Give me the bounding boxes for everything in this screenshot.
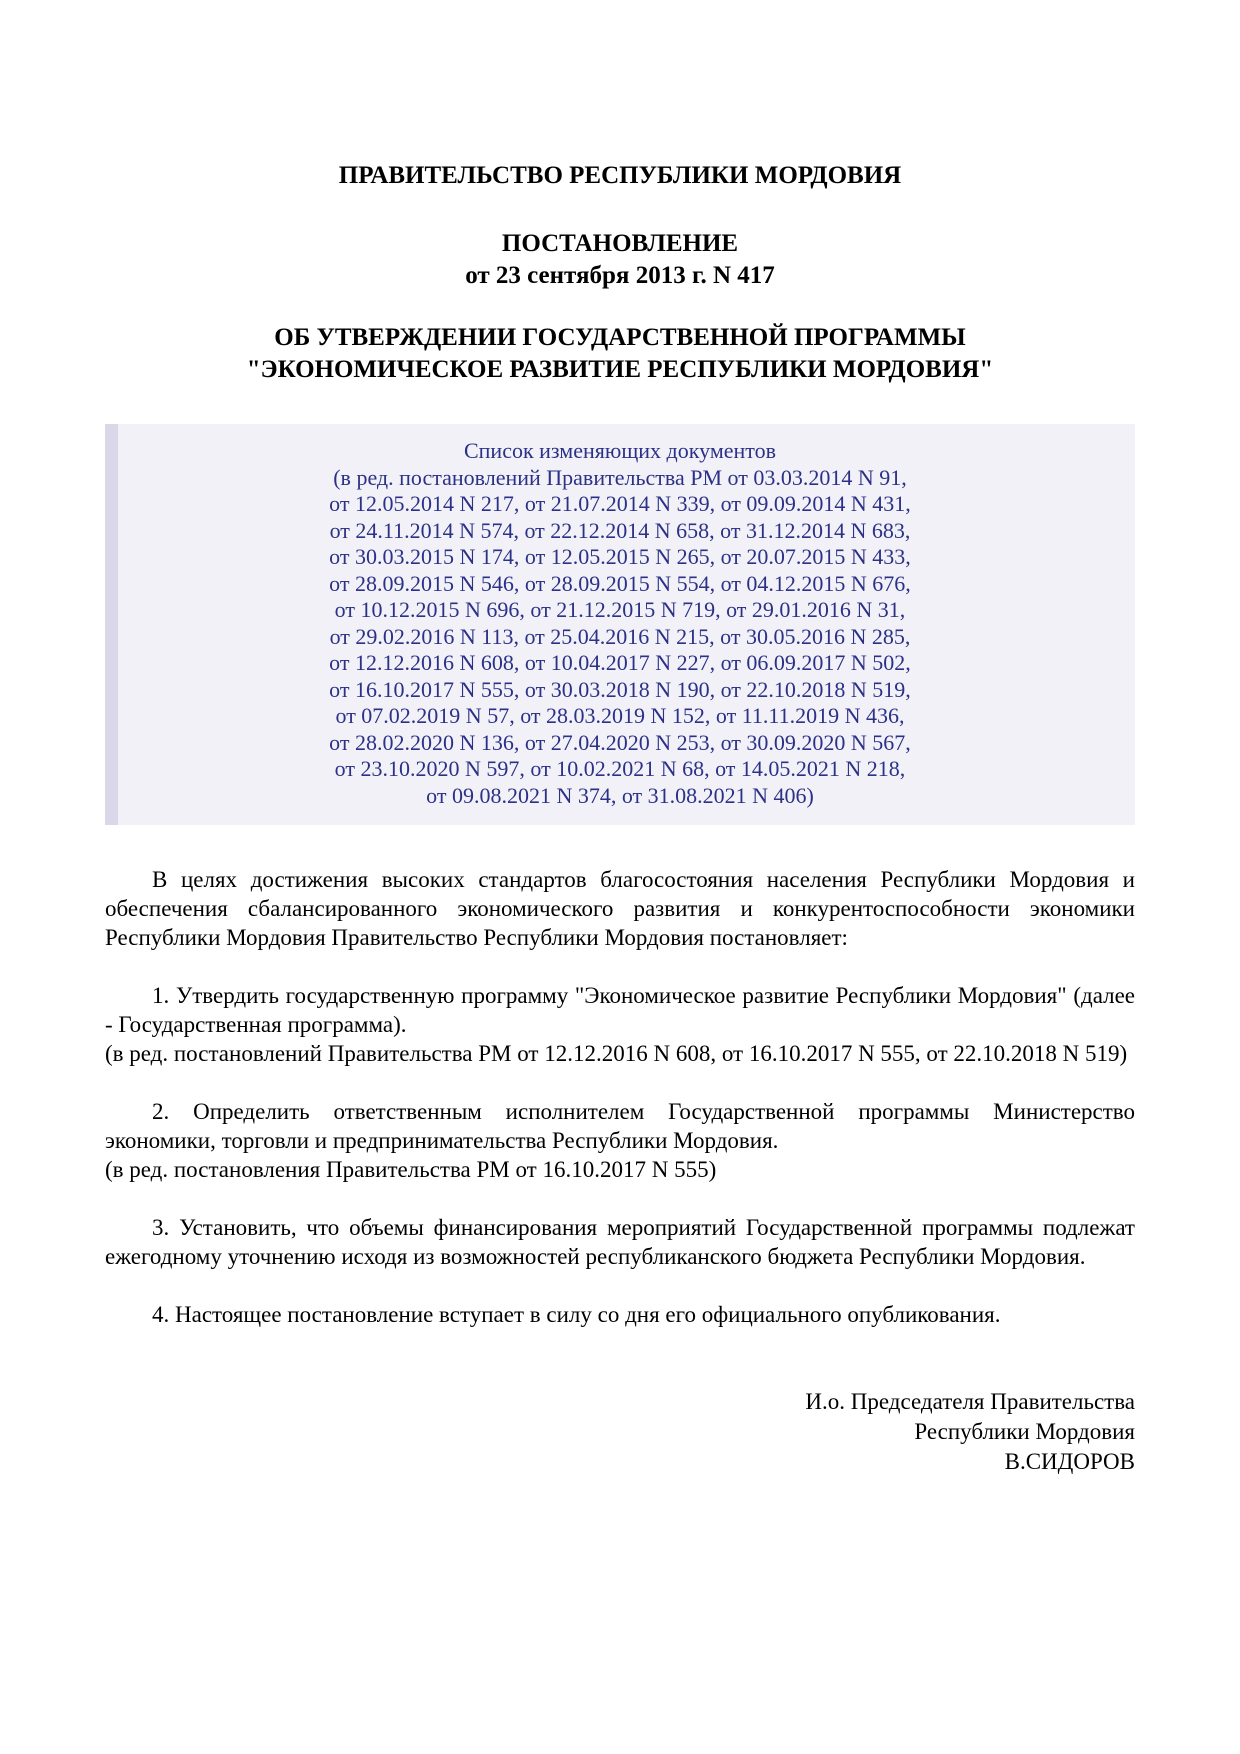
amendment-line: от 12.05.2014 N 217, от 21.07.2014 N 339, от 09.09.2014 N 431, <box>329 491 911 516</box>
amendment-line: от 09.08.2021 N 374, от 31.08.2021 N 406) <box>426 782 814 808</box>
document-body <box>105 865 1135 1329</box>
amendments-header: Список изменяющих документов <box>463 438 776 463</box>
amendment-line: от 29.02.2016 N 113, от 25.04.2016 N 215, от 30.05.2016 N 285, <box>329 623 911 649</box>
doc-title-line-2: "ЭКОНОМИЧЕСКОЕ РАЗВИТИЕ РЕСПУБЛИКИ МОРДОВИЯ" <box>246 356 994 383</box>
doc-type: ПОСТАНОВЛЕНИЕ <box>501 230 739 257</box>
amendment-line: от 10.12.2015 N 696, от 21.12.2015 N 719, от 29.01.2016 N 31, <box>334 597 906 622</box>
amendments-box <box>105 424 1135 825</box>
amendment-line: от 12.12.2016 N 608, от 10.04.2017 N 227, от 06.09.2017 N 502, <box>329 650 911 675</box>
org-title: ПРАВИТЕЛЬСТВО РЕСПУБЛИКИ МОРДОВИЯ <box>338 162 902 189</box>
amendment-line: от 28.02.2020 N 136, от 27.04.2020 N 253, от 30.09.2020 N 567, <box>329 729 911 755</box>
paragraph-intro: В целях достижения высоких стандартов благосостояния населения Республики Мордовия и обеспечения сбалансированного экономического развития и конкурентоспособности экономики Республики Мордовия Правительство Республики Мордовия постановляет: <box>105 867 1135 950</box>
amendment-line: от 23.10.2020 N 597, от 10.02.2021 N 68, от 14.05.2021 N 218, <box>334 756 906 781</box>
paragraph-item-4: 4. Настоящее постановление вступает в силу со дня его официального опубликования. <box>152 1302 1001 1327</box>
doc-title <box>105 322 1135 386</box>
paragraph-item-2-amendment-note: (в ред. постановления Правительства РМ от 16.10.2017 N 555) <box>105 1157 717 1182</box>
amendment-line: от 16.10.2017 N 555, от 30.03.2018 N 190, от 22.10.2018 N 519, <box>329 676 911 702</box>
amendment-line: от 28.09.2015 N 546, от 28.09.2015 N 554, от 04.12.2015 N 676, <box>329 570 911 596</box>
amendment-line: от 24.11.2014 N 574, от 22.12.2014 N 658, от 31.12.2014 N 683, <box>329 517 911 543</box>
amendment-line: (в ред. постановлений Правительства РМ от 03.03.2014 N 91, <box>333 464 907 490</box>
paragraph-item-3: 3. Установить, что объемы финансирования мероприятий Государственной программы подлежат ежегодному уточнению исходя из возможностей республиканского бюджета Республики Мордовия. <box>105 1215 1135 1269</box>
amendment-line: от 30.03.2015 N 174, от 12.05.2015 N 265, от 20.07.2015 N 433, <box>329 544 911 569</box>
doc-title-line-1: ОБ УТВЕРЖДЕНИИ ГОСУДАРСТВЕННОЙ ПРОГРАММЫ <box>274 324 966 351</box>
doc-date: от 23 сентября 2013 г. N 417 <box>465 262 775 289</box>
paragraph-item-1: 1. Утвердить государственную программу "Экономическое развитие Республики Мордовия" (далее - Государственная программа). <box>105 983 1135 1037</box>
signature-name: В.СИДОРОВ <box>1004 1449 1135 1474</box>
paragraph-item-1-amendment-note: (в ред. постановлений Правительства РМ от 12.12.2016 N 608, от 16.10.2017 N 555, от 22.10.2018 N 519) <box>105 1041 1128 1066</box>
amendments-text <box>125 438 1115 809</box>
paragraph-item-2: 2. Определить ответственным исполнителем Государственной программы Министерство экономики, торговли и предпринимательства Республики Мордовия. <box>105 1099 1135 1153</box>
amendment-line: от 07.02.2019 N 57, от 28.03.2019 N 152, от 11.11.2019 N 436, <box>335 703 905 728</box>
signature-block <box>105 1387 1135 1477</box>
signature-position-line-2: Республики Мордовия <box>914 1419 1135 1444</box>
signature-position-line-1: И.о. Председателя Правительства <box>805 1389 1135 1414</box>
